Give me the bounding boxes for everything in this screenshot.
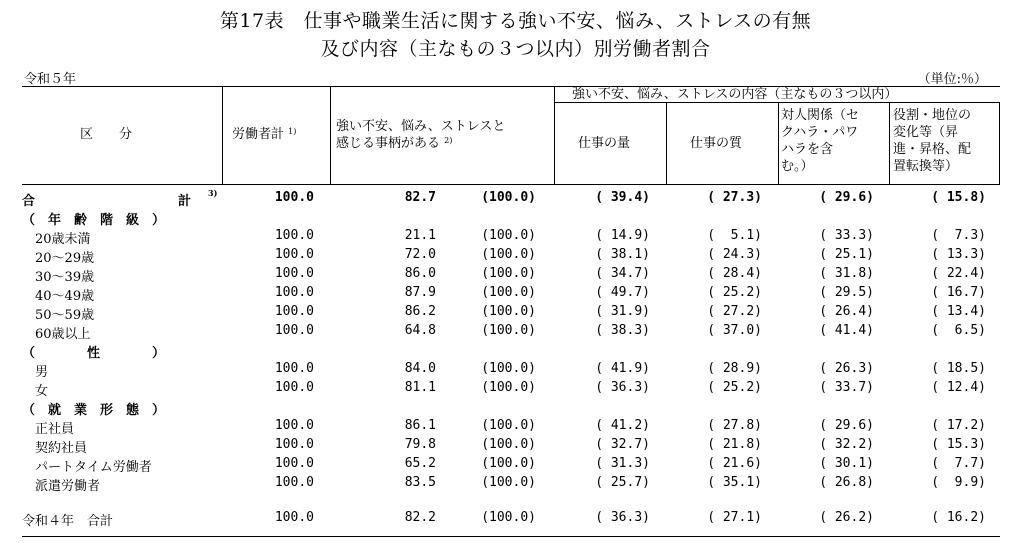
cell-relations: ( 25.1) xyxy=(819,247,874,262)
cell-quantity: ( 38.3) xyxy=(595,323,650,338)
cell-total: 100.0 xyxy=(274,266,314,281)
column-divider xyxy=(999,102,1000,184)
cell-quality: ( 25.2) xyxy=(707,380,762,395)
cell-quantity: ( 36.3) xyxy=(595,510,650,525)
group-heading: （ 性 ） xyxy=(22,346,166,361)
cell-quality: ( 28.9) xyxy=(707,361,762,376)
row-label: 契約社員 xyxy=(22,441,88,456)
cell-role: ( 13.3) xyxy=(931,247,986,262)
cell-role: ( 18.5) xyxy=(931,361,986,376)
cell-total: 100.0 xyxy=(274,437,314,452)
cell-quality: ( 27.2) xyxy=(707,304,762,319)
row-label: 20歳未満 xyxy=(22,232,91,247)
cell-total: 100.0 xyxy=(274,361,314,376)
cell-has-stress: 86.1 xyxy=(404,418,436,433)
cell-role: ( 7.3) xyxy=(931,228,986,243)
header-total-label: 労働者計 xyxy=(232,127,285,142)
cell-has-stress-pct: (100.0) xyxy=(481,418,536,433)
column-divider xyxy=(554,86,555,184)
header-total-note: 1) xyxy=(288,127,297,136)
cell-total: 100.0 xyxy=(274,456,314,471)
group-heading: （ 就 業 形 態 ） xyxy=(22,403,166,418)
cell-has-stress-pct: (100.0) xyxy=(481,510,536,525)
column-divider xyxy=(889,102,890,184)
cell-has-stress-pct: (100.0) xyxy=(481,228,536,243)
cell-quality: ( 21.6) xyxy=(707,456,762,471)
cell-has-stress-pct: (100.0) xyxy=(481,380,536,395)
cell-has-stress: 82.7 xyxy=(404,190,436,205)
table-row xyxy=(22,456,1000,475)
cell-has-stress: 86.0 xyxy=(404,266,436,281)
table-bottom-border xyxy=(22,536,1000,537)
cell-quantity: ( 39.4) xyxy=(595,190,650,205)
cell-quantity: ( 31.3) xyxy=(595,456,650,471)
cell-has-stress-pct: (100.0) xyxy=(481,323,536,338)
cell-role: ( 15.3) xyxy=(931,437,986,452)
cell-relations: ( 31.8) xyxy=(819,266,874,281)
table-title-line-1: 第17表 仕事や職業生活に関する強い不安、悩み、ストレスの有無 xyxy=(219,10,812,32)
table-row xyxy=(22,510,1000,529)
row-label: 令和４年 合計 xyxy=(22,514,114,529)
cell-relations: ( 26.3) xyxy=(819,361,874,376)
cell-has-stress-pct: (100.0) xyxy=(481,247,536,262)
cell-total: 100.0 xyxy=(274,190,314,205)
row-label: 正社員 xyxy=(22,422,75,437)
cell-quantity: ( 31.9) xyxy=(595,304,650,319)
cell-relations: ( 30.1) xyxy=(819,456,874,471)
cell-has-stress-pct: (100.0) xyxy=(481,190,536,205)
cell-quantity: ( 34.7) xyxy=(595,266,650,281)
table-row xyxy=(22,380,1000,399)
group-heading: （ 年 齢 階 級 ） xyxy=(22,213,166,228)
header-total xyxy=(232,126,296,143)
cell-role: ( 17.2) xyxy=(931,418,986,433)
table-row xyxy=(22,475,1000,494)
table-row xyxy=(22,285,1000,304)
cell-quantity: ( 36.3) xyxy=(595,380,650,395)
table-row xyxy=(22,266,1000,285)
cell-quality: ( 5.1) xyxy=(707,228,762,243)
cell-has-stress: 72.0 xyxy=(404,247,436,262)
cell-total: 100.0 xyxy=(274,323,314,338)
cell-relations: ( 29.5) xyxy=(819,285,874,300)
row-label: 50～59歳 xyxy=(22,308,95,323)
cell-total: 100.0 xyxy=(274,380,314,395)
cell-relations: ( 26.2) xyxy=(819,510,874,525)
cell-total: 100.0 xyxy=(274,228,314,243)
column-divider xyxy=(330,86,331,184)
cell-relations: ( 41.4) xyxy=(819,323,874,338)
cell-has-stress: 82.2 xyxy=(404,510,436,525)
group-heading-row xyxy=(22,399,1000,418)
cell-relations: ( 32.2) xyxy=(819,437,874,452)
cell-has-stress: 84.0 xyxy=(404,361,436,376)
cell-quantity: ( 32.7) xyxy=(595,437,650,452)
header-content-group: 強い不安、悩み、ストレスの内容（主なもの３つ以内） xyxy=(572,87,898,102)
row-note: 3) xyxy=(208,188,218,198)
cell-relations: ( 33.7) xyxy=(819,380,874,395)
cell-quality: ( 24.3) xyxy=(707,247,762,262)
survey-year-label: 令和５年 xyxy=(24,72,77,87)
cell-has-stress: 83.5 xyxy=(404,475,436,490)
cell-has-stress: 65.2 xyxy=(404,456,436,471)
cell-total: 100.0 xyxy=(274,418,314,433)
table-row xyxy=(22,190,1000,209)
cell-quality: ( 27.3) xyxy=(707,190,762,205)
cell-role: ( 22.4) xyxy=(931,266,986,281)
cell-total: 100.0 xyxy=(274,304,314,319)
header-has-stress xyxy=(336,118,505,152)
column-divider xyxy=(666,102,667,184)
table-row xyxy=(22,304,1000,323)
cell-has-stress: 64.8 xyxy=(404,323,436,338)
cell-quality: ( 27.1) xyxy=(707,510,762,525)
cell-relations: ( 29.6) xyxy=(819,418,874,433)
row-label: 40～49歳 xyxy=(22,289,95,304)
header-category: 区 分 xyxy=(80,127,133,142)
cell-role: ( 13.4) xyxy=(931,304,986,319)
cell-role: ( 16.2) xyxy=(931,510,986,525)
row-label: 合 計 xyxy=(22,194,192,209)
cell-quality: ( 28.4) xyxy=(707,266,762,281)
cell-quality: ( 27.8) xyxy=(707,418,762,433)
header-has-stress-line-1: 強い不安、悩み、ストレスと xyxy=(336,119,506,134)
cell-has-stress: 21.1 xyxy=(404,228,436,243)
cell-quantity: ( 25.7) xyxy=(595,475,650,490)
cell-quantity: ( 14.9) xyxy=(595,228,650,243)
cell-total: 100.0 xyxy=(274,475,314,490)
column-divider xyxy=(222,86,223,184)
header-role: 役割・地位の 変化等（昇 進・昇格、配 置転換等） xyxy=(893,108,972,174)
cell-quantity: ( 41.9) xyxy=(595,361,650,376)
table-row xyxy=(22,228,1000,247)
cell-quality: ( 37.0) xyxy=(707,323,762,338)
cell-relations: ( 26.4) xyxy=(819,304,874,319)
header-quantity: 仕事の量 xyxy=(578,136,631,151)
cell-relations: ( 29.6) xyxy=(819,190,874,205)
cell-has-stress-pct: (100.0) xyxy=(481,304,536,319)
cell-has-stress: 87.9 xyxy=(404,285,436,300)
table-row xyxy=(22,247,1000,266)
cell-has-stress-pct: (100.0) xyxy=(481,266,536,281)
table-row xyxy=(22,437,1000,456)
cell-relations: ( 26.8) xyxy=(819,475,874,490)
cell-has-stress-pct: (100.0) xyxy=(481,456,536,471)
cell-has-stress: 81.1 xyxy=(404,380,436,395)
row-label: 20～29歳 xyxy=(22,251,95,266)
cell-total: 100.0 xyxy=(274,510,314,525)
cell-has-stress-pct: (100.0) xyxy=(481,437,536,452)
cell-quality: ( 35.1) xyxy=(707,475,762,490)
cell-relations: ( 33.3) xyxy=(819,228,874,243)
header-quality: 仕事の質 xyxy=(690,136,743,151)
row-label: 30～39歳 xyxy=(22,270,95,285)
cell-role: ( 9.9) xyxy=(931,475,986,490)
table-row xyxy=(22,361,1000,380)
cell-has-stress-pct: (100.0) xyxy=(481,475,536,490)
cell-role: ( 6.5) xyxy=(931,323,986,338)
header-relations: 対人関係（セ クハラ・パワ ハラを含 む。） xyxy=(781,108,860,174)
table-title-line-2: 及び内容（主なもの３つ以内）別労働者割合 xyxy=(320,38,711,60)
cell-total: 100.0 xyxy=(274,247,314,262)
table-row xyxy=(22,323,1000,342)
cell-quality: ( 25.2) xyxy=(707,285,762,300)
cell-total: 100.0 xyxy=(274,285,314,300)
row-label: パートタイム労働者 xyxy=(22,460,152,475)
row-label: 60歳以上 xyxy=(22,327,91,342)
row-label: 女 xyxy=(22,384,49,399)
cell-role: ( 7.7) xyxy=(931,456,986,471)
header-bottom-border xyxy=(22,184,1000,185)
cell-role: ( 12.4) xyxy=(931,380,986,395)
row-label: 男 xyxy=(22,365,49,380)
row-label: 派遣労働者 xyxy=(22,479,101,494)
column-divider xyxy=(778,102,779,184)
cell-role: ( 15.8) xyxy=(931,190,986,205)
unit-label: （単位:％） xyxy=(917,72,987,87)
cell-quantity: ( 41.2) xyxy=(595,418,650,433)
cell-quality: ( 21.8) xyxy=(707,437,762,452)
cell-quantity: ( 38.1) xyxy=(595,247,650,262)
group-heading-row xyxy=(22,342,1000,361)
cell-quantity: ( 49.7) xyxy=(595,285,650,300)
cell-role: ( 16.7) xyxy=(931,285,986,300)
header-has-stress-line-2: 感じる事柄がある $^{2)}$ xyxy=(336,136,453,151)
header-has-stress-note: 2) xyxy=(444,136,453,145)
cell-has-stress: 79.8 xyxy=(404,437,436,452)
group-heading-row xyxy=(22,209,1000,228)
cell-has-stress-pct: (100.0) xyxy=(481,361,536,376)
cell-has-stress: 86.2 xyxy=(404,304,436,319)
table-row xyxy=(22,418,1000,437)
cell-has-stress-pct: (100.0) xyxy=(481,285,536,300)
